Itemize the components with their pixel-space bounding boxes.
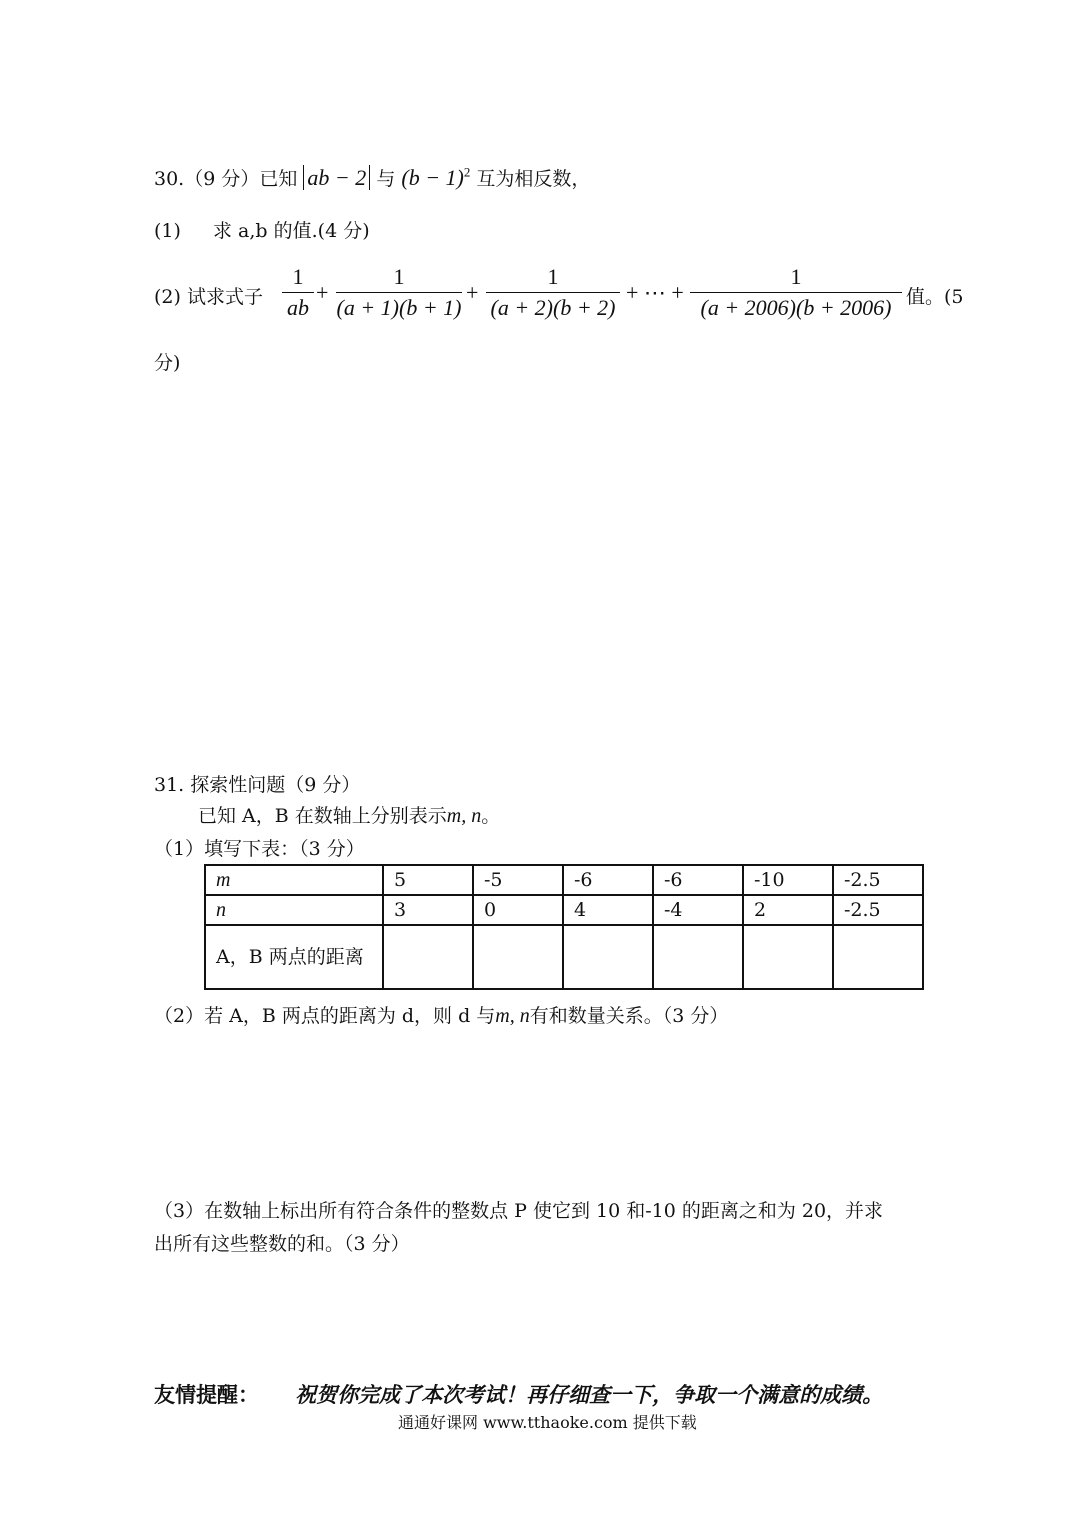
table-cell: -2.5 <box>833 865 923 895</box>
q31-intro: 已知 A，B 在数轴上分别表示m, n。 <box>198 805 501 827</box>
q30-prefix: 30.（9 分）已知 <box>154 168 298 190</box>
plus-sign-2: + <box>466 280 479 305</box>
q30-part2-lead <box>154 282 263 309</box>
answer-cell[interactable] <box>653 925 743 989</box>
answer-cell[interactable] <box>833 925 923 989</box>
table-cell: 2 <box>743 895 833 925</box>
row-label-n: n <box>205 895 383 925</box>
table-cell: 0 <box>473 895 563 925</box>
q30-part1-text: 求 a,b 的值.(4 分) <box>213 220 370 242</box>
row-label-m: m <box>205 865 383 895</box>
fraction-4: $\frac{1}{(a + 2006)(b + 2006)}$ <box>690 262 902 323</box>
answer-cell[interactable] <box>563 925 653 989</box>
table-cell: -6 <box>653 865 743 895</box>
q30-stem <box>154 164 590 191</box>
table-row-distance <box>205 925 923 989</box>
q30-part2-tail: 值。(5 <box>906 286 964 308</box>
reminder <box>154 1379 883 1409</box>
square-expression: $(b - 1)^2$ <box>401 164 471 190</box>
table-cell: -5 <box>473 865 563 895</box>
q30-part1-num: (1) <box>154 220 181 242</box>
q31-part1: （1）填写下表：（3 分） <box>154 838 365 860</box>
q31-part2: （2）若 A，B 两点的距离为 d，则 d 与m, n有和数量关系。（3 分） <box>154 1005 729 1027</box>
answer-cell[interactable] <box>743 925 833 989</box>
q30-mid: 与 <box>376 168 396 190</box>
table-cell: 5 <box>383 865 473 895</box>
fraction-1: $\frac{1}{ab}$ <box>282 262 314 323</box>
q31-title: 31. 探索性问题（9 分） <box>154 774 361 796</box>
answer-cell[interactable] <box>473 925 563 989</box>
plus-sign-1: + <box>316 280 329 305</box>
footer-credit: 通通好课网 www.tthaoke.com 提供下载 <box>398 1413 697 1432</box>
table-cell: -10 <box>743 865 833 895</box>
q31-part3-line2: 出所有这些整数的和。（3 分） <box>154 1233 410 1255</box>
table-row-n <box>205 895 923 925</box>
answer-cell[interactable] <box>383 925 473 989</box>
reminder-label: 友情提醒： <box>154 1382 259 1407</box>
q30-part2-num: (2) <box>154 286 181 308</box>
q30-part1 <box>154 216 370 243</box>
q30-part2-wrap: 分) <box>154 352 181 374</box>
table-cell: 3 <box>383 895 473 925</box>
reminder-text: 祝贺你完成了本次考试！再仔细查一下，争取一个满意的成绩。 <box>295 1382 884 1407</box>
fraction-3: $\frac{1}{(a + 2)(b + 2)}$ <box>486 262 620 323</box>
table-cell: 4 <box>563 895 653 925</box>
table-cell: -6 <box>563 865 653 895</box>
q30-part2-lead-text: 试求式子 <box>186 286 263 308</box>
q30-suffix: 互为相反数， <box>476 168 591 190</box>
row-label-distance: A，B 两点的距离 <box>205 925 383 989</box>
distance-table <box>204 864 924 990</box>
ellipsis-sum: + ⋯ + <box>626 280 684 305</box>
table-cell: -2.5 <box>833 895 923 925</box>
q31-part3-line1: （3）在数轴上标出所有符合条件的整数点 P 使它到 10 和-10 的距离之和为 20，并求 <box>154 1200 884 1222</box>
fraction-2: $\frac{1}{(a + 1)(b + 1)}$ <box>336 262 462 323</box>
table-cell: -4 <box>653 895 743 925</box>
abs-expression: ab − 2 <box>303 165 370 190</box>
table-row-m <box>205 865 923 895</box>
